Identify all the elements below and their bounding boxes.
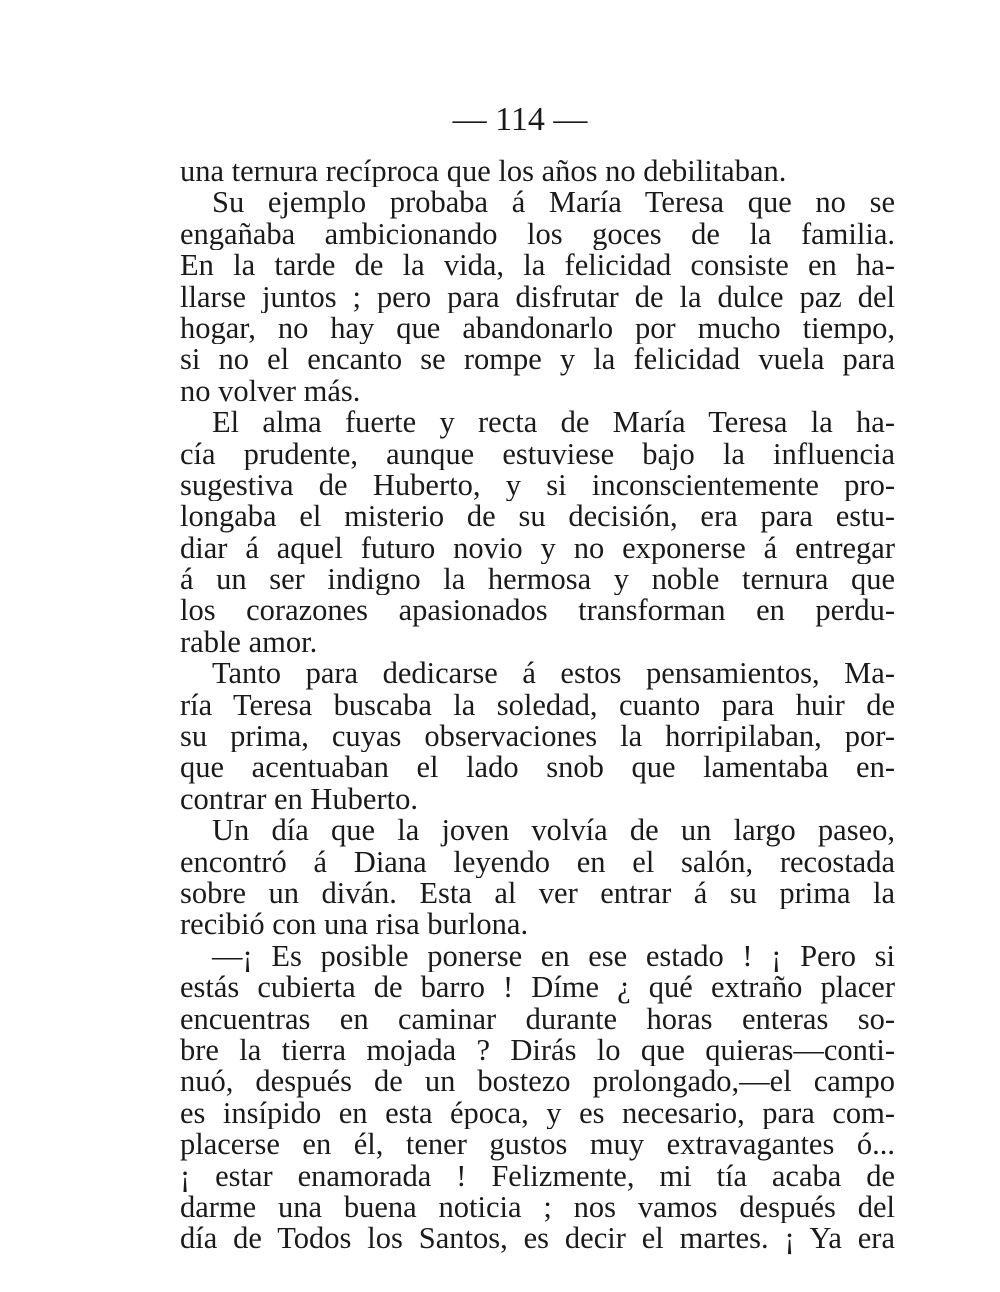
text-line: no volver más. bbox=[180, 375, 361, 408]
text-line: sugestiva de Huberto, y si inconscientemente pro- bbox=[180, 469, 895, 502]
text-line: Tanto para dedicarse á estos pensamientos, Ma- bbox=[212, 658, 895, 690]
text-line: darme una buena noticia ; nos vamos después del bbox=[180, 1191, 895, 1224]
text-line: una ternura recíproca que los años no debilitaban. bbox=[180, 156, 787, 188]
text-line: estás cubierta de barro ! Díme ¿ qué extraño placer bbox=[180, 972, 895, 1004]
body-text bbox=[180, 156, 895, 1255]
text-line: día de Todos los Santos, es decir el martes. ¡ Ya era bbox=[180, 1223, 895, 1255]
text-line: si no el encanto se rompe y la felicidad vuela para bbox=[180, 344, 895, 376]
text-line: ¡ estar enamorada ! Felizmente, mi tía acaba de bbox=[180, 1160, 895, 1192]
text-line: á un ser indigno la hermosa y noble ternura que bbox=[180, 564, 895, 596]
text-line: sobre un diván. Esta al ver entrar á su prima la bbox=[180, 877, 895, 910]
text-line: cía prudente, aunque estuviese bajo la influencia bbox=[180, 438, 895, 470]
text-line: nuó, después de un bostezo prolongado,—el campo bbox=[180, 1066, 895, 1098]
text-line: longaba el misterio de su decisión, era para estu- bbox=[180, 501, 895, 533]
text-line: ría Teresa buscaba la soledad, cuanto para huir de bbox=[180, 689, 895, 722]
text-line: Un día que la joven volvía de un largo paseo, bbox=[212, 815, 895, 847]
text-line: engañaba ambicionando los goces de la familia. bbox=[180, 218, 895, 251]
text-line: rable amor. bbox=[180, 626, 318, 659]
text-line: hogar, no hay que abandonarlo por mucho tiempo, bbox=[180, 312, 895, 345]
text-line: contrar en Huberto. bbox=[180, 783, 418, 816]
text-line: encuentras en caminar durante horas enteras so- bbox=[180, 1003, 895, 1035]
text-line: recibió con una risa burlona. bbox=[180, 909, 529, 941]
text-line: encontró á Diana leyendo en el salón, recostada bbox=[180, 846, 895, 878]
text-line: En la tarde de la vida, la felicidad consiste en ha- bbox=[180, 250, 895, 282]
text-line: —¡ Es posible ponerse en ese estado ! ¡ Pero si bbox=[212, 940, 895, 973]
text-line: Su ejemplo probaba á María Teresa que no se bbox=[212, 187, 895, 219]
text-line: los corazones apasionados transforman en perdu- bbox=[180, 595, 895, 627]
text-line: que acentuaban el lado snob que lamentaba en- bbox=[180, 752, 895, 784]
text-line: placerse en él, tener gustos muy extravagantes ó... bbox=[180, 1129, 895, 1161]
page-number: — 114 — bbox=[452, 101, 588, 138]
text-line: llarse juntos ; pero para disfrutar de la dulce paz del bbox=[180, 281, 895, 313]
text-line: El alma fuerte y recta de María Teresa la ha- bbox=[212, 407, 895, 439]
text-line: su prima, cuyas observaciones la horripilaban, por- bbox=[180, 721, 895, 753]
text-line: bre la tierra mojada ? Dirás lo que quieras—conti- bbox=[180, 1034, 895, 1067]
text-line: diar á aquel futuro novio y no exponerse á entregar bbox=[180, 532, 895, 565]
text-line: es insípido en esta época, y es necesario, para com- bbox=[180, 1097, 895, 1130]
